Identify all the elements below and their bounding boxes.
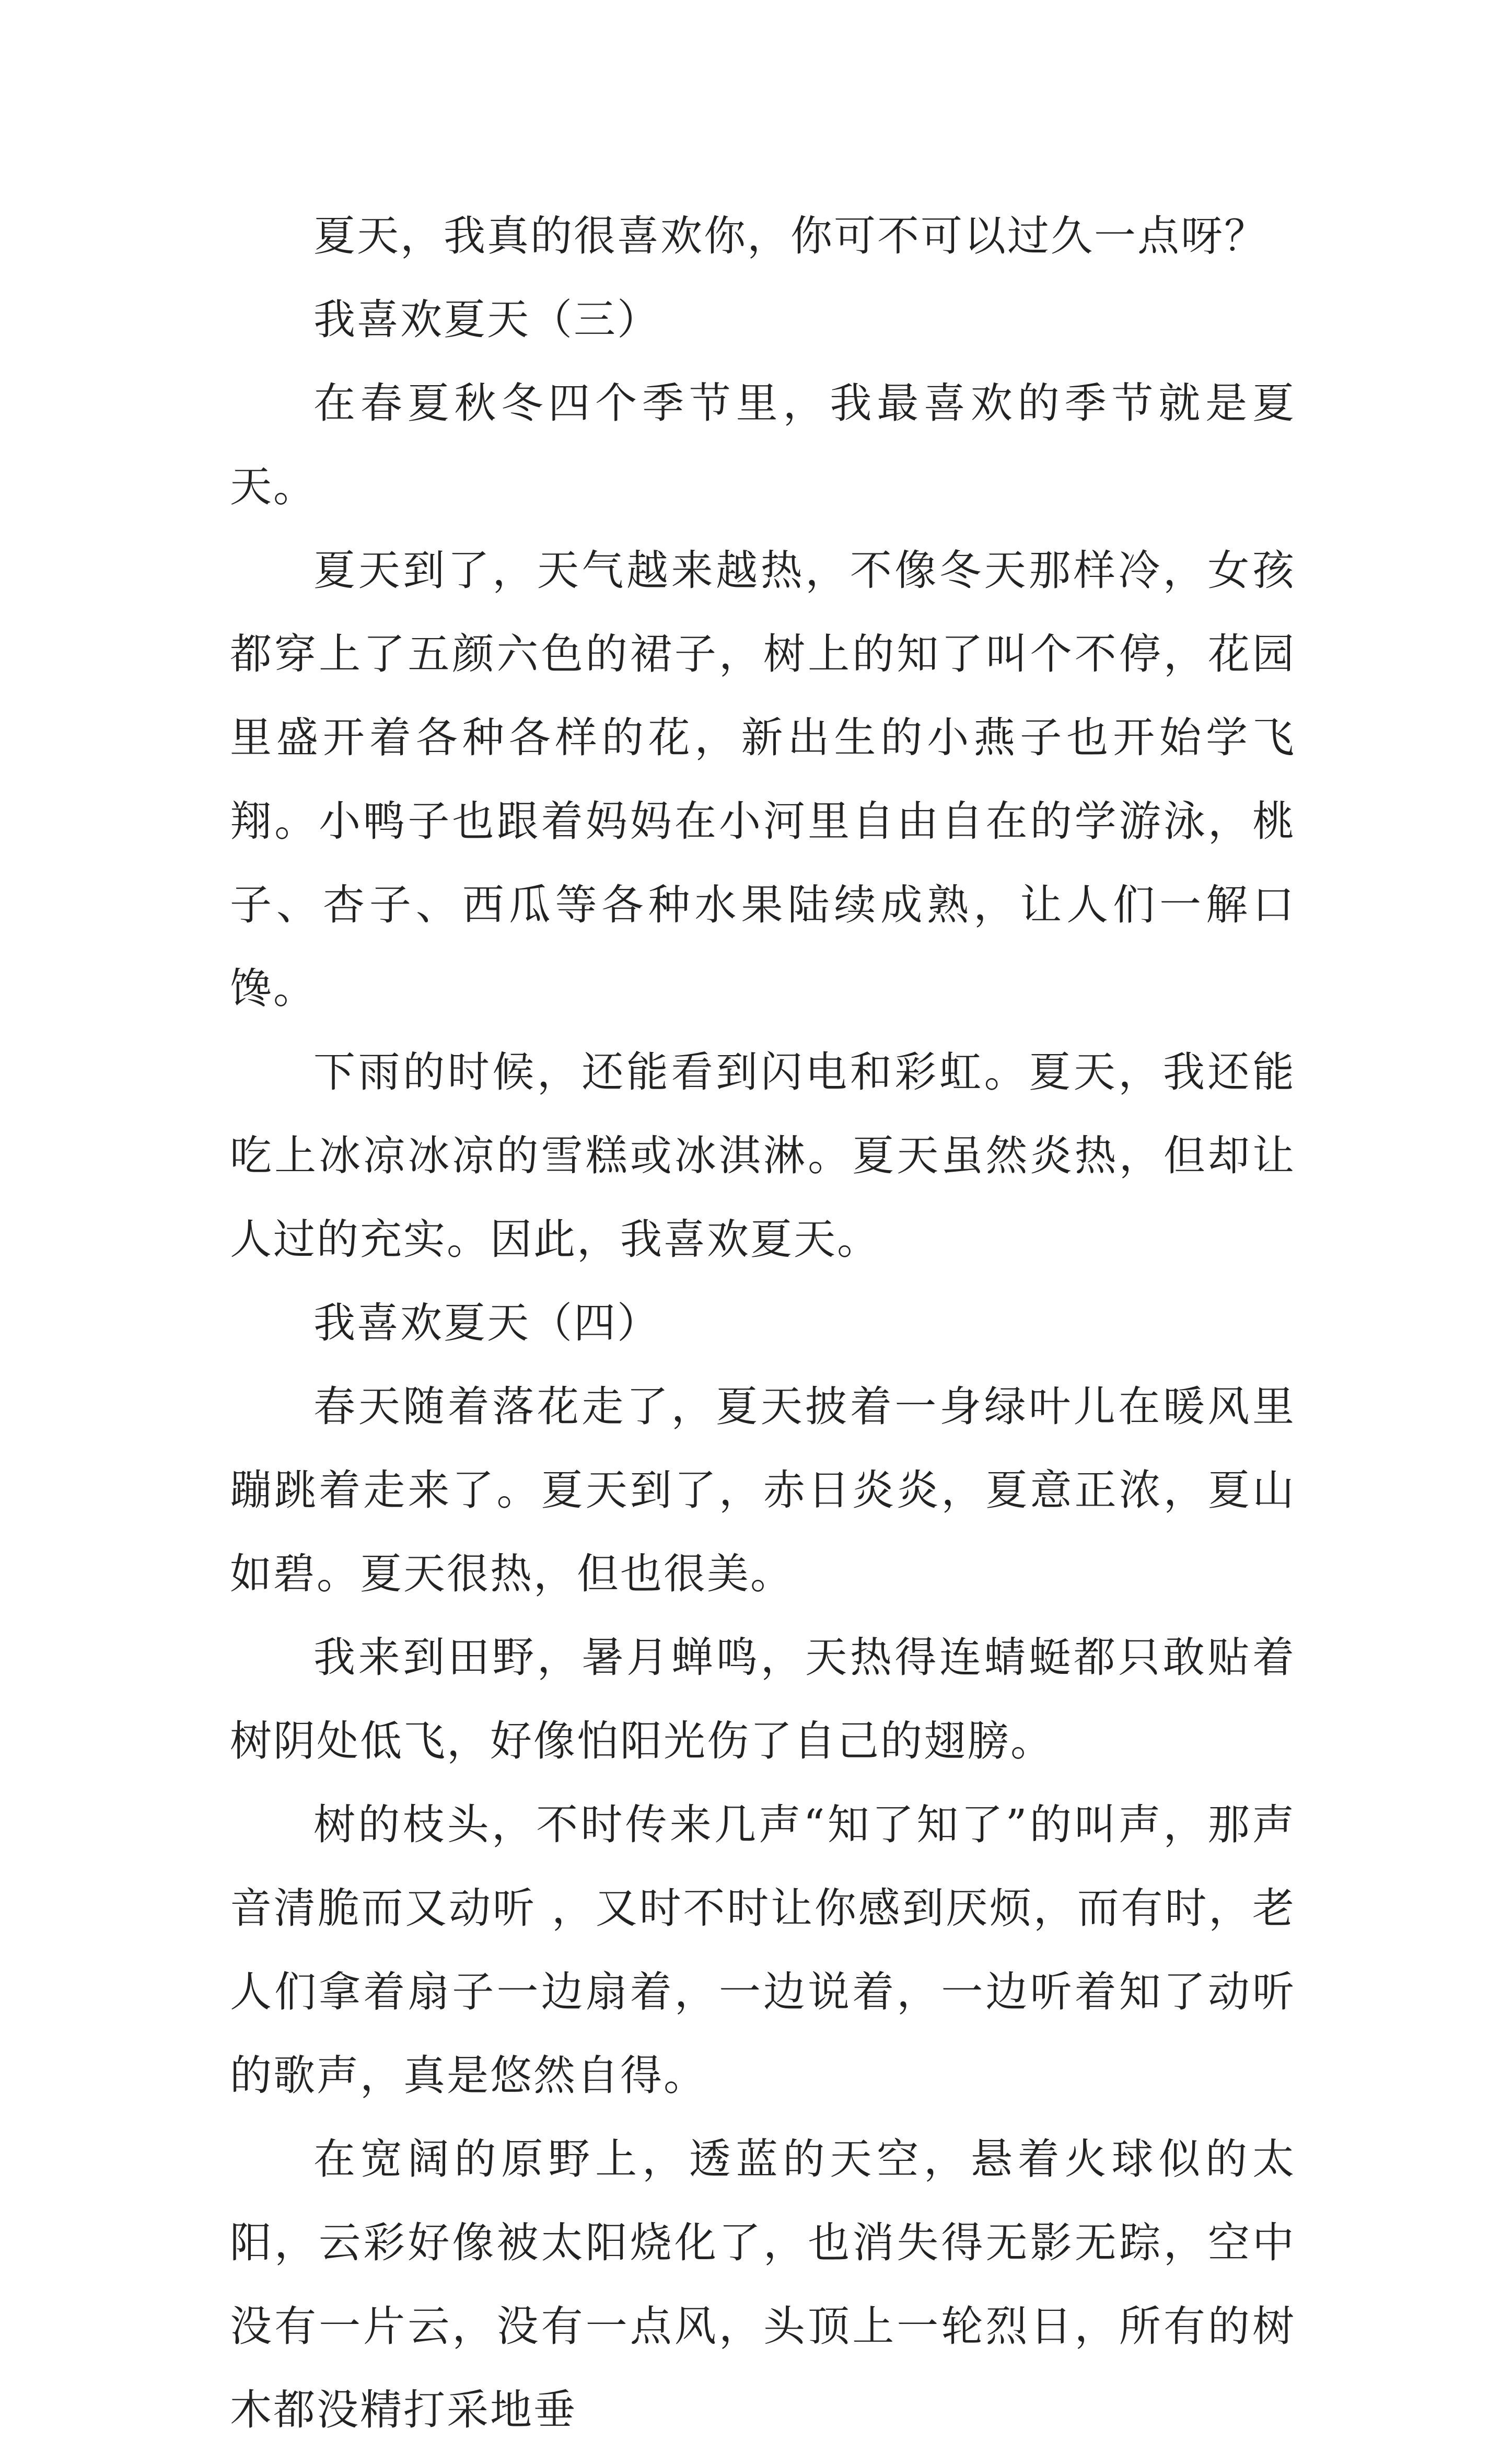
paragraph: 树的枝头，不时传来几声“知了知了”的叫声，那声音清脆而又动听 ，又时不时让你感到厌烦，而有时，老人们拿着扇子一边扇着，一边说着，一边听着知了动听的歌声，真是悠然自得。 <box>230 1800 1296 2100</box>
paragraph: 在春夏秋冬四个季节里，我最喜欢的季节就是夏天。 <box>230 379 1296 511</box>
section-heading: 我喜欢夏天（四） <box>313 1299 660 1347</box>
paragraph: 下雨的时候，还能看到闪电和彩虹。夏天，我还能吃上冰凉冰凉的雪糕或冰淇淋。夏天虽然炎热，但却让人过的充实。因此，我喜欢夏天。 <box>230 1048 1296 1264</box>
document-body <box>230 194 1296 2452</box>
paragraph: 夏天，我真的很喜欢你，你可不可以过久一点呀？ <box>313 212 1267 260</box>
paragraph: 我来到田野，暑月蝉鸣，天热得连蜻蜓都只敢贴着树阴处低飞，好像怕阳光伤了自己的翅膀。 <box>230 1633 1296 1765</box>
paragraph: 夏天到了，天气越来越热，不像冬天那样冷，女孩都穿上了五颜六色的裙子，树上的知了叫个不停，花园里盛开着各种各样的花，新出生的小燕子也开始学飞翔。小鸭子也跟着妈妈在小河里自由自在的学游泳，桃子、杏子、西瓜等各种水果陆续成熟，让人们一解口馋。 <box>230 546 1296 1013</box>
section-heading: 我喜欢夏天（三） <box>313 295 660 344</box>
paragraph: 春天随着落花走了，夏天披着一身绿叶儿在暖风里蹦跳着走来了。夏天到了，赤日炎炎，夏意正浓，夏山如碧。夏天很热，但也很美。 <box>230 1382 1296 1598</box>
paragraph: 在宽阔的原野上，透蓝的天空，悬着火球似的太阳，云彩好像被太阳烧化了，也消失得无影无踪，空中没有一片云，没有一点风，头顶上一轮烈日，所有的树木都没精打采地垂 <box>230 2135 1296 2434</box>
